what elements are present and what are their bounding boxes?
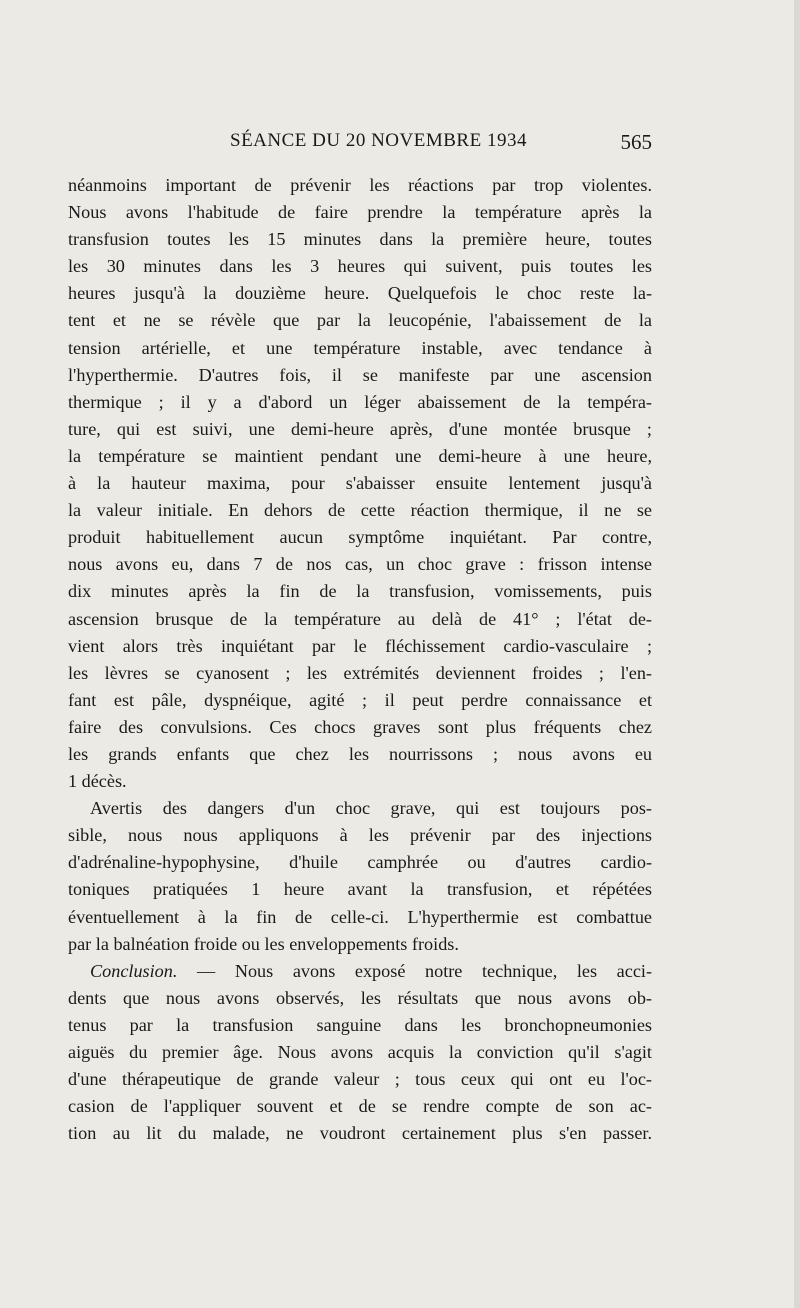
- text-line: d'adrénaline-hypophysine, d'huile camphrée ou d'autres cardio-: [68, 852, 652, 873]
- running-head: SÉANCE DU 20 NOVEMBRE 1934: [230, 130, 527, 151]
- page-number: 565: [620, 130, 652, 154]
- text-line: par la balnéation froide ou les enveloppements froids.: [68, 933, 459, 954]
- text-line: tenus par la transfusion sanguine dans les bronchopneumonies: [68, 1014, 652, 1035]
- text-line: la valeur initiale. En dehors de cette réaction thermique, il ne se: [68, 500, 652, 521]
- text-line: casion de l'appliquer souvent et de se rendre compte de son ac-: [68, 1096, 652, 1117]
- text-line: à la hauteur maxima, pour s'abaisser ensuite lentement jusqu'à: [68, 473, 652, 494]
- text-line: les grands enfants que chez les nourrissons ; nous avons eu: [68, 743, 652, 764]
- text-line: éventuellement à la fin de celle-ci. L'hyperthermie est combattue: [68, 906, 652, 927]
- text-line: 1 décès.: [68, 771, 127, 792]
- text-line: heures jusqu'à la douzième heure. Quelquefois le choc reste la-: [68, 283, 652, 304]
- text-line: la température se maintient pendant une demi-heure à une heure,: [68, 445, 652, 466]
- text-line: Avertis des dangers d'un choc grave, qui est toujours pos-: [90, 798, 652, 819]
- text-line: toniques pratiquées 1 heure avant la transfusion, et répétées: [68, 879, 652, 900]
- text-line: ture, qui est suivi, une demi-heure après, d'une montée brusque ;: [68, 418, 652, 439]
- text-line: l'hyperthermie. D'autres fois, il se manifeste par une ascension: [68, 364, 652, 385]
- text-line: tension artérielle, et une température instable, avec tendance à: [68, 337, 652, 358]
- text-line: d'une thérapeutique de grande valeur ; tous ceux qui ont eu l'oc-: [68, 1069, 652, 1090]
- text-line: ascension brusque de la température au delà de 41° ; l'état de-: [68, 608, 652, 629]
- conclusion-label: Conclusion.: [90, 960, 178, 981]
- page-header: [68, 130, 652, 156]
- conclusion-first-line: [68, 958, 652, 985]
- text-line: dix minutes après la fin de la transfusion, vomissements, puis: [68, 581, 652, 602]
- text-line: tion au lit du malade, ne voudront certainement plus s'en passer.: [68, 1123, 652, 1144]
- text-line: dents que nous avons observés, les résultats que nous avons ob-: [68, 987, 652, 1008]
- text-line: thermique ; il y a d'abord un léger abaissement de la tempéra-: [68, 391, 652, 412]
- text-line: tent et ne se révèle que par la leucopénie, l'abaissement de la: [68, 310, 652, 331]
- text-line: transfusion toutes les 15 minutes dans la première heure, toutes: [68, 229, 652, 250]
- body-text: [68, 172, 652, 1147]
- text-line: Nous avons l'habitude de faire prendre la température après la: [68, 202, 652, 223]
- text-line: sible, nous nous appliquons à les prévenir par des injections: [68, 825, 652, 846]
- page-edge: [794, 0, 800, 1308]
- text-line: nous avons eu, dans 7 de nos cas, un choc grave : frisson intense: [68, 554, 652, 575]
- conclusion-text: — Nous avons exposé notre technique, les acci-: [197, 960, 653, 981]
- text-line: faire des convulsions. Ces chocs graves sont plus fréquents chez: [68, 716, 652, 737]
- text-line: produit habituellement aucun symptôme inquiétant. Par contre,: [68, 527, 652, 548]
- text-line: fant est pâle, dyspnéique, agité ; il peut perdre connaissance et: [68, 689, 652, 710]
- text-line: néanmoins important de prévenir les réactions par trop violentes.: [68, 175, 652, 195]
- text-line: les lèvres se cyanosent ; les extrémités deviennent froides ; l'en-: [68, 662, 652, 683]
- text-line: les 30 minutes dans les 3 heures qui suivent, puis toutes les: [68, 256, 652, 277]
- text-line: vient alors très inquiétant par le fléchissement cardio-vasculaire ;: [68, 635, 652, 656]
- text-line: aiguës du premier âge. Nous avons acquis la conviction qu'il s'agit: [68, 1042, 652, 1062]
